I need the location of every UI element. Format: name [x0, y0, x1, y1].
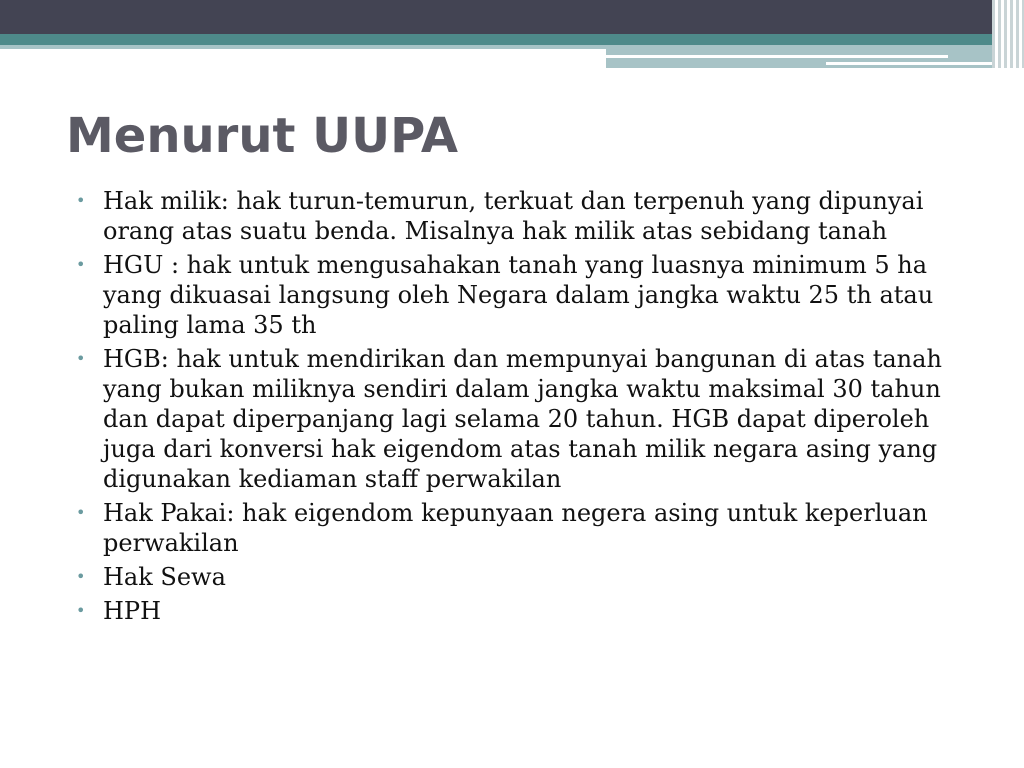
bullet-icon: •: [76, 349, 86, 368]
bullet-item: [76, 250, 976, 340]
bullet-icon: •: [76, 191, 86, 210]
bullet-item: [76, 596, 976, 626]
bullet-item: [76, 344, 976, 494]
header-band-teal: [0, 34, 1024, 45]
bullet-text: HPH: [103, 597, 162, 625]
bullet-item: [76, 562, 976, 592]
bullet-text: Hak milik: hak turun-temurun, terkuat dan terpenuh yang dipunyai orang atas suatu benda. Misalnya hak milik atas sebidang tanah: [103, 187, 924, 245]
header-stripes: [992, 0, 1024, 68]
bullet-icon: •: [76, 601, 86, 620]
bullet-icon: •: [76, 255, 86, 274]
bullet-list: [76, 186, 976, 630]
bullet-text: Hak Sewa: [103, 563, 226, 591]
slide-title: Menurut UUPA: [66, 108, 459, 164]
bullet-item: [76, 498, 976, 558]
bullet-text: HGU : hak untuk mengusahakan tanah yang luasnya minimum 5 ha yang dikuasai langsung oleh Negara dalam jangka waktu 25 th atau paling lama 35 th: [103, 251, 934, 339]
bullet-icon: •: [76, 503, 86, 522]
bullet-item: [76, 186, 976, 246]
bullet-text: Hak Pakai: hak eigendom kepunyaan negera asing untuk keperluan perwakilan: [103, 499, 928, 557]
bullet-text: HGB: hak untuk mendirikan dan mempunyai bangunan di atas tanah yang bukan miliknya sendiri dalam jangka waktu maksimal 30 tahun dan dapat diperpanjang lagi selama 20 tahun. HGB dapat diperoleh juga dari konversi hak eigendom atas tanah milik negara asing yang digunakan kediaman staff perwakilan: [103, 345, 942, 493]
header-band-dark: [0, 0, 1024, 34]
bullet-icon: •: [76, 567, 86, 586]
header-band-right-line: [606, 55, 948, 58]
